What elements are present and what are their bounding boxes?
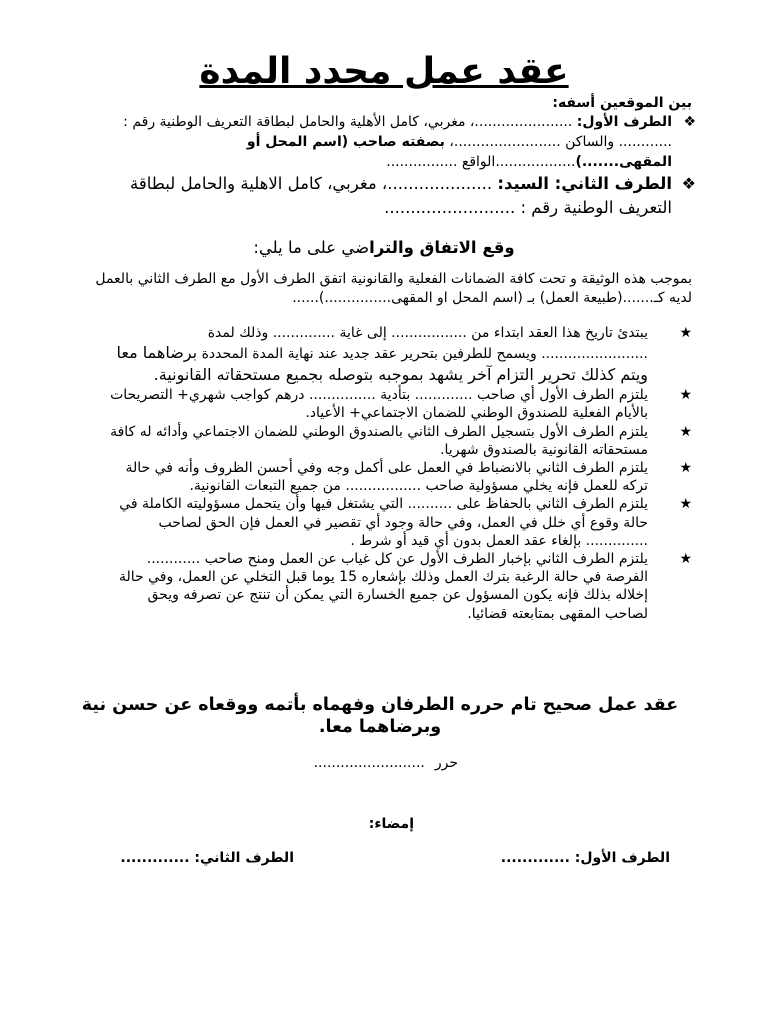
done-at-line [314, 754, 458, 772]
intro-paragraph: بموجب هذه الوثيقة و تحت كافة الضمانات الفعلية والقانونية اتفق الطرف الأول مع الطرف الثاني بالعمل لديه كـ.......(طبيعة العمل) بـ (اسم المحل او المقهى...............)...... [95, 271, 692, 306]
star-bullet-icon: ★ [679, 423, 692, 440]
star-bullet-icon: ★ [679, 551, 692, 568]
diamond-bullet-icon: ❖ [683, 114, 696, 130]
clause-text: يلتزم الطرف الثاني بالحفاظ على .......... التي يشتغل فيها وأن يتحمل مسؤوليته الكاملة في حالة وقوع أي خلل في العمل، وفي حالة وجود أي تقصير في العمل فإن الحق لصاحب .............. بإلغاء عقد العمل بدون أي قيد أو شرط . [119, 496, 648, 549]
done-at-label: حرر [434, 755, 458, 771]
clause-item [108, 324, 692, 386]
signature-title: إمضاء: [368, 816, 414, 832]
star-bullet-icon: ★ [679, 325, 692, 341]
clause-text: يلتزم الطرف الثاني بإخبار الطرف الأول عن كل غياب عن العمل ومنح صاحب ............ الفرصة في حالة الرغبة بترك العمل وذلك بإشعاره 15 يوما قبل التخلي عن العمل، وفي حالة إخلاله بذلك فإنه يكون المسؤول عن جميع الخسارة التي يمكن أن تنتج عن تصرفه ويحق لصاحب المقهى بمتابعته قضائيا. [118, 551, 648, 622]
signature-party-one: الطرف الأول: ............. [500, 850, 670, 866]
between-heading: بين الموقعين أسفه: [552, 95, 692, 111]
clauses-list [108, 324, 692, 623]
party-one-capacity: بصفته صاحب (اسم المحل أو المقهى.......) [246, 134, 672, 170]
agreement-subtitle-bold: وقع الاتفاق والترا [369, 238, 515, 257]
party-one-location: ..................الواقع ................ [386, 154, 576, 170]
party-one-label: الطرف الأول: [576, 114, 672, 130]
clause-item [108, 459, 692, 495]
clause-text: يلتزم الطرف الأول أي صاحب ............. بتأدية ............... درهم كواجب شهري+ التصريحات بالأيام الفعلية للصندوق الوطني للضمان الاجتماعي+ الأعياد. [110, 387, 648, 422]
party-two-label: الطرف الثاني: السيد: [497, 174, 672, 193]
clause-text: يبتدئ تاريخ هذا العقد ابتداء من ................. إلى غاية .............. وذلك لمدة ........................ ويسمح للطرفين بتحرير عقد جديد عند نهاية المدة المحددة [201, 325, 648, 363]
clause-item [108, 550, 692, 623]
clause-item [108, 386, 692, 422]
party-one-paragraph [102, 112, 696, 172]
signature-party-two: الطرف الثاني: ............. [120, 850, 294, 866]
clause-text: يلتزم الطرف الأول بتسجيل الطرف الثاني بالصندوق الوطني للضمان الاجتماعي وأدائه له كافة مستحقاته القانونية بالصندوق شهريا. [110, 423, 648, 458]
agreement-subtitle [76, 236, 692, 260]
party-two-details: ....................، مغربي، كامل الاهلية والحامل لبطاقة التعريف الوطنية رقم : ......................... [130, 174, 672, 217]
party-two-paragraph [102, 172, 696, 220]
clause-item [108, 423, 692, 459]
star-bullet-icon: ★ [679, 460, 692, 477]
clause-text: يلتزم الطرف الثاني بالانضباط في العمل على أكمل وجه وفي أحسن الظروف وأنه في حالة تركه للعمل فإنه يخلي مسؤولية صاحب ................. من جميع التبعات القانونية. [125, 460, 648, 495]
star-bullet-icon: ★ [679, 387, 692, 404]
clause-item [108, 495, 692, 550]
diamond-bullet-icon: ❖ [681, 174, 696, 193]
agreement-subtitle-rest: ضي على ما يلي: [253, 238, 370, 257]
done-at-placeholder: ......................... [313, 755, 425, 771]
star-bullet-icon: ★ [679, 496, 692, 513]
party-one-details: ......................، مغربي، كامل الأهلية والحامل لبطاقة التعريف الوطنية رقم : ............ والساكن ........................، [123, 114, 672, 150]
closing-statement: عقد عمل صحيح تام حرره الطرفان وفهماه بأتمه ووقعاه عن حسن نية وبرضاهما معا. [81, 695, 679, 737]
document-title: عقد عمل محدد المدة [199, 51, 569, 92]
clause-text-large: برضاهما معا ويتم كذلك تحرير التزام آخر يشهد بموجبه بتوصله بجميع مستحقاته القانونية. [116, 343, 648, 385]
